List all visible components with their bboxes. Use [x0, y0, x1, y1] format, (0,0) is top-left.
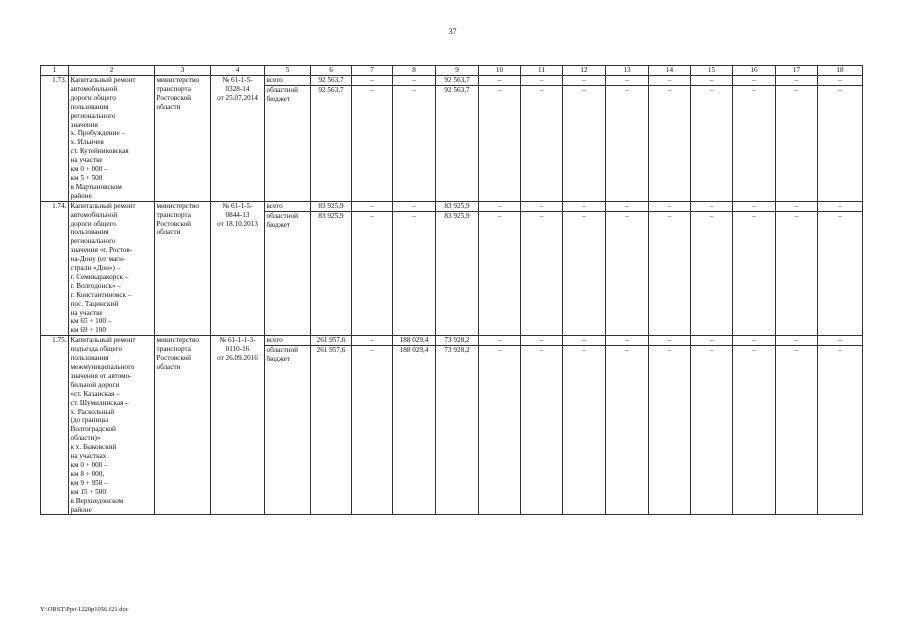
- empty-column: [649, 76, 691, 202]
- dash-mark: –: [479, 211, 520, 221]
- column-header: 4: [211, 66, 265, 76]
- empty-column: [776, 76, 818, 202]
- dash-mark: –: [818, 85, 862, 95]
- amount-total: 73 928,2: [444, 336, 470, 345]
- amount-regional: 73 928,2: [436, 345, 478, 355]
- column-header: 14: [649, 66, 691, 76]
- amount-v9: [436, 336, 479, 515]
- dash-mark: –: [776, 345, 817, 355]
- empty-column: [649, 201, 691, 336]
- amount-v7: [352, 336, 393, 515]
- dash-mark: –: [582, 336, 586, 345]
- dash-mark: –: [521, 211, 562, 221]
- dash-mark: –: [521, 345, 562, 355]
- dash-mark: –: [733, 211, 775, 221]
- empty-column: [776, 336, 818, 515]
- empty-column: [649, 336, 691, 515]
- column-header: 9: [436, 66, 479, 76]
- row-number: 1.75.: [41, 336, 69, 515]
- amount-v6: [311, 76, 352, 202]
- header-row: [41, 66, 863, 76]
- amount-total: –: [412, 76, 416, 84]
- empty-column: [733, 201, 776, 336]
- funding-source-total: всего: [266, 76, 283, 84]
- dash-mark: –: [649, 85, 690, 95]
- object-name: Капитальный ремонт автомобильной дороги общего пользования регионального значения «г. Ростов- на-Дону (от маги- страли «Дон») – г. Семикаракорск – г. Волгодонск» – г. Константиновск – пос. Тацинский на участке км 65 + 100 – км 69 + 100: [69, 201, 155, 336]
- column-header: 6: [311, 66, 352, 76]
- document-ref: № 61-1-5- 0328-14 от 25.07.2014: [211, 76, 265, 202]
- row-number: 1.73.: [41, 76, 69, 202]
- amount-v7: [352, 201, 393, 336]
- amount-total: 92 563,7: [318, 76, 344, 84]
- document-ref: № 61-1-1-3- 0110-16 от 26.09.2016: [211, 336, 265, 515]
- dash-mark: –: [691, 345, 732, 355]
- funding-source: [265, 336, 311, 515]
- dash-mark: –: [539, 201, 544, 210]
- responsible-org: министерство транспорта Ростовской области: [155, 336, 211, 515]
- empty-column: [691, 336, 733, 515]
- column-header: 13: [606, 66, 649, 76]
- column-header: 10: [479, 66, 521, 76]
- empty-column: [479, 336, 521, 515]
- dash-mark: –: [539, 336, 544, 345]
- amount-total: 188 029,4: [399, 336, 429, 345]
- amount-regional: 261 957,6: [311, 345, 351, 355]
- file-path-footer: Y:\ORST\Ppo\1220p1056.f21.doc: [40, 606, 129, 613]
- dash-mark: –: [752, 76, 756, 84]
- funding-source-regional: областной бюджет: [265, 85, 310, 104]
- empty-column: [818, 201, 863, 336]
- responsible-org: министерство транспорта Ростовской области: [155, 201, 211, 336]
- dash-mark: –: [582, 201, 586, 210]
- funding-source-regional: областной бюджет: [265, 211, 310, 230]
- column-header: 1: [41, 66, 69, 76]
- dash-mark: –: [625, 76, 629, 84]
- empty-column: [563, 201, 606, 336]
- amount-v9: [436, 201, 479, 336]
- dash-mark: –: [794, 201, 799, 210]
- dash-mark: –: [733, 85, 775, 95]
- dash-mark: –: [709, 201, 714, 210]
- dash-mark: –: [776, 85, 817, 95]
- dash-mark: –: [733, 345, 775, 355]
- dash-mark: –: [691, 211, 732, 221]
- funding-source: [265, 76, 311, 202]
- dash-mark: –: [667, 201, 672, 210]
- dash-mark: –: [691, 85, 732, 95]
- amount-regional: 92 563,7: [311, 85, 351, 95]
- dash-mark: –: [539, 76, 544, 84]
- page-number: 37: [448, 27, 457, 36]
- amount-total: –: [370, 336, 374, 345]
- column-header: 5: [265, 66, 311, 76]
- empty-column: [521, 76, 563, 202]
- table-row: [41, 76, 863, 202]
- dash-mark: –: [479, 345, 520, 355]
- empty-column: [818, 336, 863, 515]
- dash-mark: –: [667, 336, 672, 345]
- amount-v7: [352, 76, 393, 202]
- dash-mark: –: [625, 336, 629, 345]
- amount-regional: 92 563,7: [436, 85, 478, 95]
- amount-regional: 188 029,4: [393, 345, 435, 355]
- amount-regional: 83 925,9: [311, 211, 351, 221]
- amount-v8: [393, 336, 436, 515]
- dash-mark: –: [794, 76, 799, 84]
- dash-mark: –: [582, 76, 586, 84]
- dash-mark: –: [497, 201, 502, 210]
- column-header: 8: [393, 66, 436, 76]
- column-header: 11: [521, 66, 563, 76]
- dash-mark: –: [625, 201, 629, 210]
- amount-total: 83 925,9: [318, 201, 344, 210]
- column-header: 12: [563, 66, 606, 76]
- dash-mark: –: [838, 201, 842, 210]
- dash-mark: –: [649, 211, 690, 221]
- amount-regional: 83 925,9: [436, 211, 478, 221]
- amount-v6: [311, 201, 352, 336]
- empty-column: [733, 336, 776, 515]
- empty-column: [521, 201, 563, 336]
- amount-total: 83 925,9: [444, 201, 470, 210]
- dash-mark: –: [606, 211, 648, 221]
- empty-column: [521, 336, 563, 515]
- amount-regional: –: [352, 85, 392, 95]
- table-row: [41, 201, 863, 336]
- empty-column: [606, 201, 649, 336]
- table-row: [41, 336, 863, 515]
- empty-column: [818, 76, 863, 202]
- column-header: 7: [352, 66, 393, 76]
- column-header: 3: [155, 66, 211, 76]
- dash-mark: –: [563, 345, 605, 355]
- column-header: 18: [818, 66, 863, 76]
- responsible-org: министерство транспорта Ростовской области: [155, 76, 211, 202]
- dash-mark: –: [497, 76, 502, 84]
- amount-total: –: [412, 201, 416, 210]
- dash-mark: –: [752, 201, 756, 210]
- dash-mark: –: [752, 336, 756, 345]
- empty-column: [733, 76, 776, 202]
- object-name: Капитальный ремонт подъезда общего пользования межмуниципального значения от автомо- бильной дороги «ст. Казанская – ст. Шумилинская – х. Раскольный (до границы Волгоградской области)» к х. Быковский на участках км 0 + 000 – км 8 + 000, км 9 + 950 – км 15 + 500 в Верхнедонском районе: [69, 336, 155, 515]
- table-body: [41, 66, 863, 515]
- dash-mark: –: [709, 336, 714, 345]
- dash-mark: –: [521, 85, 562, 95]
- dash-mark: –: [776, 211, 817, 221]
- dash-mark: –: [606, 85, 648, 95]
- dash-mark: –: [794, 336, 799, 345]
- budget-table: [40, 65, 863, 515]
- dash-mark: –: [497, 336, 502, 345]
- column-header: 16: [733, 66, 776, 76]
- amount-total: 261 957,6: [316, 336, 346, 345]
- funding-source-total: всего: [266, 201, 283, 210]
- amount-v6: [311, 336, 352, 515]
- empty-column: [691, 201, 733, 336]
- dash-mark: –: [479, 85, 520, 95]
- dash-mark: –: [818, 211, 862, 221]
- amount-total: –: [370, 76, 374, 84]
- dash-mark: –: [838, 336, 842, 345]
- column-header: 15: [691, 66, 733, 76]
- empty-column: [563, 336, 606, 515]
- amount-regional: –: [352, 211, 392, 221]
- empty-column: [776, 201, 818, 336]
- amount-v8: [393, 201, 436, 336]
- empty-column: [691, 76, 733, 202]
- dash-mark: –: [667, 76, 672, 84]
- empty-column: [479, 201, 521, 336]
- amount-v8: [393, 76, 436, 202]
- amount-total: 92 563,7: [444, 76, 470, 84]
- funding-source-regional: областной бюджет: [265, 345, 310, 364]
- amount-total: –: [370, 201, 374, 210]
- dash-mark: –: [563, 211, 605, 221]
- funding-source: [265, 201, 311, 336]
- empty-column: [563, 76, 606, 202]
- amount-regional: –: [393, 85, 435, 95]
- dash-mark: –: [709, 76, 714, 84]
- amount-regional: –: [393, 211, 435, 221]
- object-name: Капитальный ремонт автомобильной дороги общего пользования регионального значения х. Пробуждение – х. Ильичев ст. Кутейниковская на участке км 0 + 000 – км 5 + 500 в Мартыновском районе: [69, 76, 155, 202]
- amount-regional: –: [352, 345, 392, 355]
- row-number: 1.74.: [41, 201, 69, 336]
- column-header: 2: [69, 66, 155, 76]
- column-header: 17: [776, 66, 818, 76]
- dash-mark: –: [818, 345, 862, 355]
- empty-column: [479, 76, 521, 202]
- dash-mark: –: [838, 76, 842, 84]
- dash-mark: –: [606, 345, 648, 355]
- funding-source-total: всего: [266, 336, 283, 345]
- empty-column: [606, 76, 649, 202]
- dash-mark: –: [649, 345, 690, 355]
- amount-v9: [436, 76, 479, 202]
- dash-mark: –: [563, 85, 605, 95]
- empty-column: [606, 336, 649, 515]
- document-ref: № 61-1-5- 0844-13 от 18.10.2013: [211, 201, 265, 336]
